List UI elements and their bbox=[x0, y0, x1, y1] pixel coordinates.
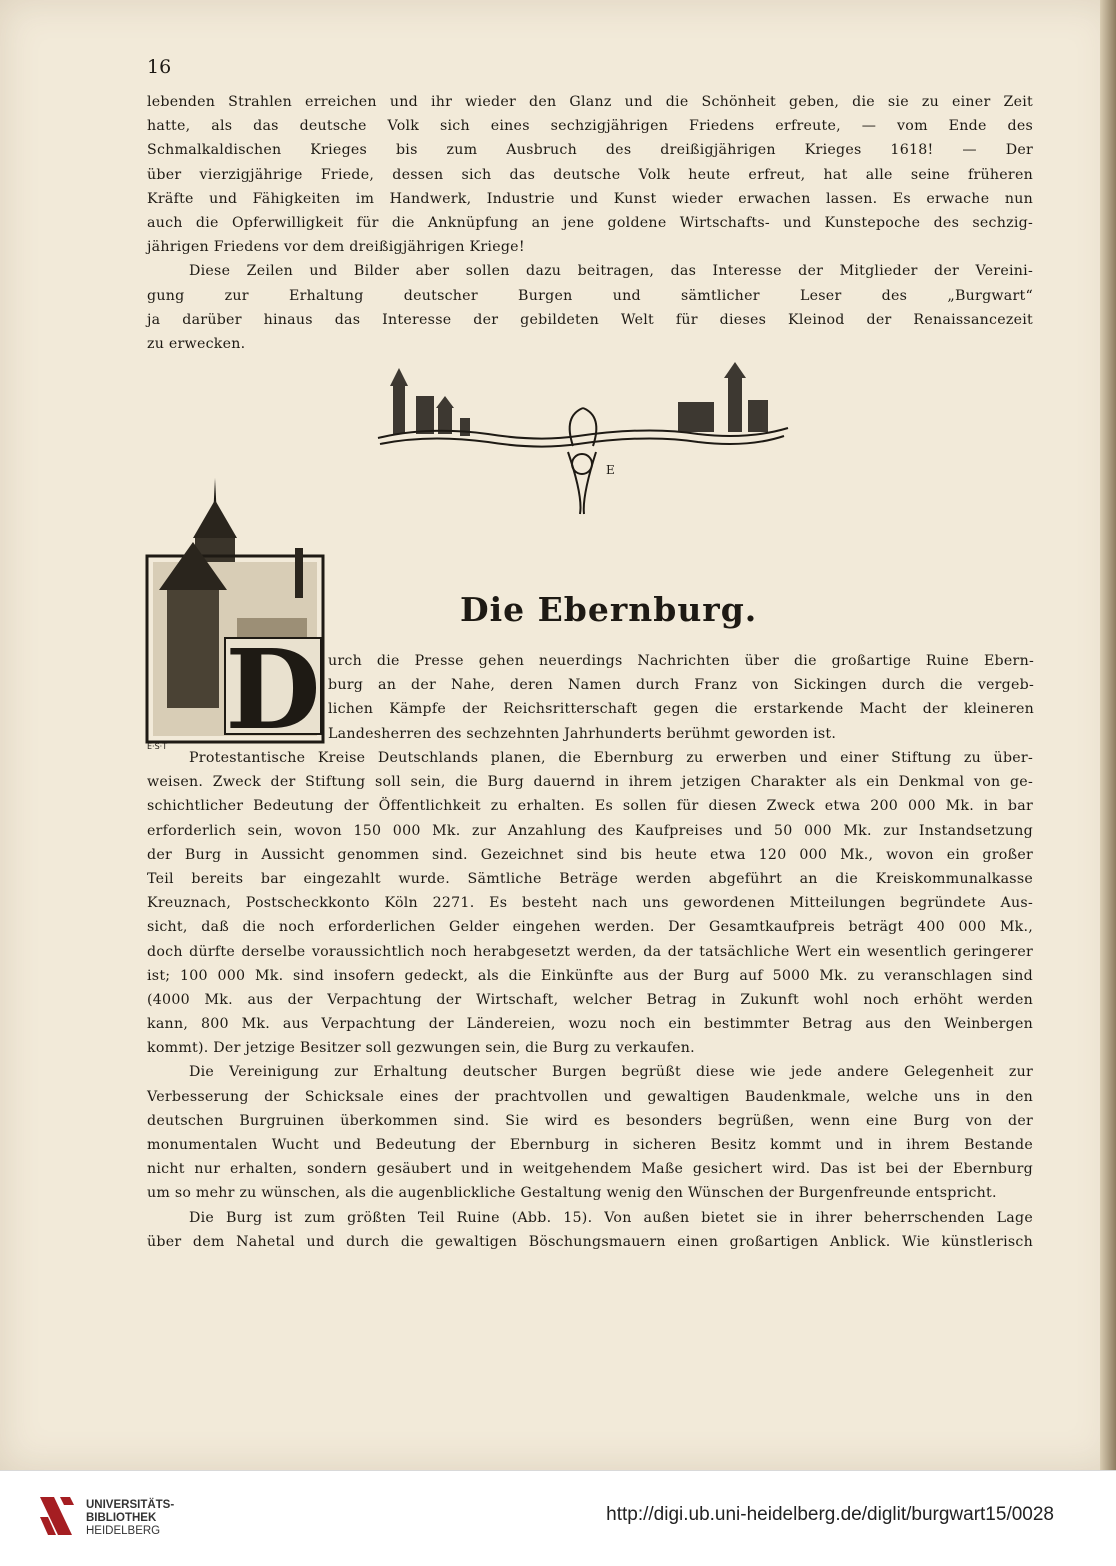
text-line: schichtlicher Bedeutung der Öffentlichkeit zu erhalten. Es sollen für diesen Zweck etwa 200 000 Mk. in bar bbox=[147, 798, 1033, 815]
library-footer bbox=[0, 1470, 1116, 1566]
text-line: Diese Zeilen und Bilder aber sollen dazu beitragen, das Interesse der Mitglieder der Vereini- bbox=[189, 263, 1033, 280]
library-name-line: BIBLIOTHEK bbox=[86, 1512, 157, 1524]
text-line: sicht, daß die noch erforderlichen Gelder eingehen werden. Der Gesamtkaufpreis beträgt 400 000 Mk., bbox=[147, 919, 1033, 936]
text-line: der Burg in Aussicht genommen sind. Gezeichnet sind bis heute etwa 120 000 Mk., wovon ein großer bbox=[147, 846, 1033, 863]
vignette-monogram: E bbox=[606, 463, 615, 477]
text-line: Kreuznach, Postscheckkonto Köln 2271. Es besteht nach uns gewordenen Mitteilungen begründete Aus- bbox=[147, 895, 1033, 912]
text-line: (4000 Mk. aus der Verpachtung der Wirtschaft, welcher Betrag in Zukunft wohl noch erhöht werden bbox=[147, 991, 1033, 1008]
library-name-line: HEIDELBERG bbox=[86, 1525, 161, 1537]
text-line: Teil bereits bar eingezahlt wurde. Sämtliche Beträge werden abgeführt an die Kreiskommunalkasse bbox=[147, 870, 1033, 887]
text-line: Verbesserung der Schicksale eines der prachtvollen und gewaltigen Baudenkmale, welche uns in den bbox=[147, 1088, 1033, 1105]
text-line: Die Vereinigung zur Erhaltung deutscher Burgen begrüßt diese wie jede andere Gelegenheit zur bbox=[189, 1064, 1033, 1081]
text-line: über dem Nahetal und durch die gewaltigen Böschungsmauern einen großartigen Anblick. Wie künstlerisch bbox=[147, 1233, 1033, 1250]
text-line: kommt). Der jetzige Besitzer soll gezwungen sein, die Burg zu verkaufen. bbox=[147, 1040, 695, 1057]
text-line: monumentalen Wucht und Bedeutung der Ebernburg in sicheren Besitz kommt und in ihrem Bestande bbox=[147, 1137, 1033, 1153]
text-line: burg an der Nahe, deren Namen durch Franz von Sickingen durch die vergeb- bbox=[328, 677, 1034, 694]
text-line: gung zur Erhaltung deutscher Burgen und sämtlicher Leser des „Burgwart“ bbox=[147, 287, 1033, 304]
text-line: kann, 800 Mk. aus Verpachtung der Ländereien, wozu noch ein bestimmter Betrag aus den Weinbergen bbox=[147, 1016, 1033, 1033]
text-line: über vierzigjährige Friede, dessen sich das deutsche Volk heute erfreut, hat alle seine früheren bbox=[147, 166, 1033, 183]
text-line: Schmalkaldischen Krieges bis zum Ausbruch des dreißigjährigen Krieges 1618! — Der bbox=[147, 142, 1033, 159]
text-line: Kräfte und Fähigkeiten im Handwerk, Industrie und Kunst wieder erwachen lassen. Es erwache nun bbox=[147, 190, 1033, 207]
text-line: Landesherren des sechzehnten Jahrhunderts berühmt geworden ist. bbox=[328, 725, 837, 742]
page-number: 16 bbox=[147, 56, 172, 78]
intro-paragraphs bbox=[147, 90, 1033, 356]
source-url-link[interactable]: http://digi.ub.uni-heidelberg.de/diglit/burgwart15/0028 bbox=[606, 1504, 1054, 1525]
text-line: lichen Kämpfe der Reichsritterschaft gegen die erstarkende Macht der kleineren bbox=[328, 701, 1034, 718]
text-line: doch dürfte derselbe voraussichtlich noch herabgesetzt werden, da der tatsächliche Wert ein wesentlich geringerer bbox=[147, 943, 1033, 960]
library-name-line: UNIVERSITÄTS- bbox=[86, 1499, 175, 1511]
text-line: ist; 100 000 Mk. sind insofern gedeckt, als die Einkünfte aus der Burg auf 5000 Mk. zu veranschlagen sind bbox=[147, 967, 1033, 984]
text-line: urch die Presse gehen neuerdings Nachrichten über die großartige Ruine Ebern- bbox=[328, 653, 1034, 669]
text-line: Protestantische Kreise Deutschlands planen, die Ebernburg zu erwerben und einer Stiftung zu über- bbox=[189, 750, 1033, 766]
text-line: erforderlich sein, wovon 150 000 Mk. zur Anzahlung des Kaufpreises und 50 000 Mk. zur Instandsetzung bbox=[147, 822, 1033, 839]
text-line: deutschen Burgruinen überkommen sind. Sie wird es besonders begrüßen, wenn eine Burg von der bbox=[147, 1112, 1033, 1129]
text-line: lebenden Strahlen erreichen und ihr wieder den Glanz und die Schönheit geben, die sie zu einer Zeit bbox=[147, 94, 1033, 110]
library-logo-icon bbox=[36, 1493, 76, 1539]
text-line: ja darüber hinaus das Interesse der gebildeten Welt für dieses Kleinod der Renaissancezeit bbox=[147, 311, 1033, 328]
initial-letter: D bbox=[225, 625, 321, 750]
text-line: Die Burg ist zum größten Teil Ruine (Abb. 15). Von außen bietet sie in ihrer beherrschenden Lage bbox=[189, 1209, 1033, 1226]
initial-monogram: E·S·T bbox=[147, 742, 168, 750]
library-name bbox=[86, 1499, 174, 1538]
article-title: Die Ebernburg. bbox=[460, 590, 758, 629]
text-line: zu erwecken. bbox=[147, 335, 246, 352]
castle-vignette bbox=[368, 356, 798, 521]
text-line: weisen. Zweck der Stiftung soll sein, die Burg dauernd in ihrem jetzigen Charakter als ein Denkmal von ge- bbox=[147, 774, 1033, 791]
drop-cap-paragraph bbox=[328, 649, 1034, 746]
text-line: um so mehr zu wünschen, als die augenblickliche Gestaltung wenig den Wünschen der Burgenfreunde entspricht. bbox=[147, 1185, 997, 1202]
tower-illustration bbox=[145, 478, 325, 750]
page-edge bbox=[1100, 0, 1116, 1470]
text-line: auch die Opferwilligkeit für die Anknüpfung an jene goldene Wirtschafts- und Kunstepoche des sechzig- bbox=[147, 214, 1033, 231]
text-line: jährigen Friedens vor dem dreißigjährigen Kriege! bbox=[147, 239, 525, 256]
decorative-initial bbox=[145, 478, 325, 750]
body-paragraphs bbox=[147, 746, 1033, 1254]
text-line: nicht nur erhalten, sondern gesäubert und in weitgehendem Maße gesichert wird. Das ist bei der Ebernburg bbox=[147, 1161, 1033, 1178]
text-line: hatte, als das deutsche Volk sich eines sechzigjährigen Friedens erfreute, — vom Ende des bbox=[147, 118, 1033, 135]
